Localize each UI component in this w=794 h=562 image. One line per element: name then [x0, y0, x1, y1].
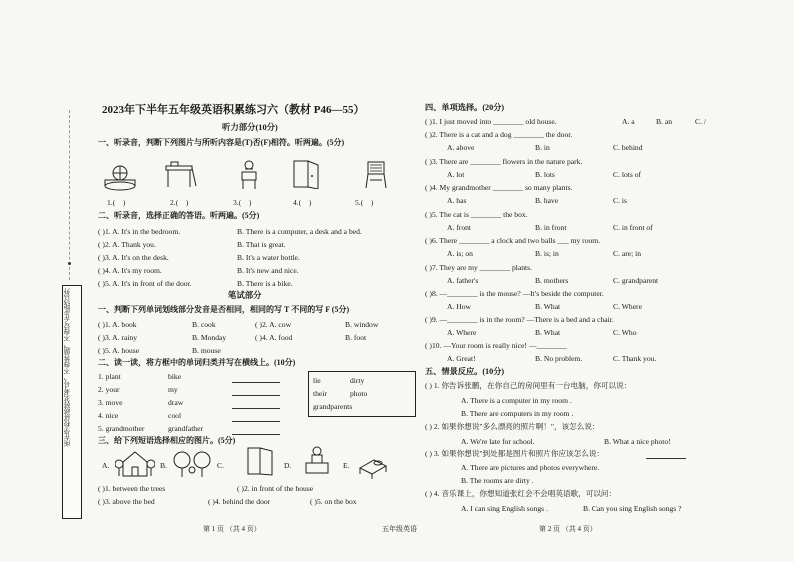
answer-blank[interactable]	[232, 382, 280, 383]
answer-blank[interactable]	[232, 434, 280, 435]
answer-blank[interactable]	[646, 458, 686, 459]
mc-7-b: B. mothers	[535, 276, 569, 285]
w1-row-4-b: B. foot	[345, 333, 367, 342]
footer-left-page: 第 1 页 （共 4 页）	[203, 525, 261, 533]
mc-9-b: B. What	[535, 328, 561, 337]
q2-row-1: ( )1. A. It's in the bedroom.	[98, 227, 181, 236]
q2-row-2: ( )2. A. Thank you.	[98, 240, 156, 249]
mc-8-c: C. Where	[613, 302, 642, 311]
writing-q2-title: 二、读一读，将方框中的单词归类并写在横线上。(10分)	[98, 358, 296, 367]
sit-3-a: A. There are pictures and photos everywhere.	[461, 463, 600, 472]
box-word: grandparents	[313, 402, 353, 411]
sit-3-b: B. The rooms are dirty .	[461, 476, 534, 485]
mc-2-c: C. behind	[613, 143, 643, 152]
q1-num-3: 3.( )	[233, 198, 252, 207]
listening-q2-title: 二、听录音，选择正确的答语。听两遍。(5分)	[98, 211, 260, 220]
w2-row-4: 4. nice	[98, 411, 119, 420]
mc-1-b: B. an	[656, 117, 673, 126]
w1-row-2: ( )2. A. cow	[255, 320, 292, 329]
binding-notice: 所在学校班级姓名考号，不得答题，不得写在此线以外	[65, 288, 72, 447]
w2-row-2: 2. your	[98, 385, 120, 394]
writing-q3-title: 三、给下列短语选择相应的图片。(5分)	[98, 436, 236, 445]
mc-7-a: A. father's	[447, 276, 479, 285]
q1-num-5: 5.( )	[355, 198, 374, 207]
door-open-picture	[244, 446, 278, 476]
w3-row-1: ( )1. between the trees	[98, 484, 166, 493]
mc-9-q: ( )9. —________ is in the room? —There is a bed and a chair.	[425, 315, 614, 324]
answer-blank[interactable]	[232, 421, 280, 422]
right-q5-title: 五、情景反应。(10分)	[425, 367, 505, 376]
mc-9-a: A. Where	[447, 328, 477, 337]
mc-3-b: B. lots	[535, 170, 555, 179]
w1-row-2-b: B. window	[345, 320, 379, 329]
pic-letter-b: B.	[160, 461, 167, 470]
mc-2-b: B. in	[535, 143, 550, 152]
footer-right-page: 第 2 页 （共 4 页）	[539, 525, 597, 533]
w1-row-4: ( )4. A. food	[255, 333, 293, 342]
mc-2-q: ( )2. There is a cat and a dog ________ the door.	[425, 130, 573, 139]
q1-num-1: 1.( )	[107, 198, 126, 207]
writing-header: 笔试部分	[228, 291, 262, 300]
listening-header: 听力部分(10分)	[222, 123, 278, 132]
q2-row-3-b: B. It's a water bottle.	[237, 253, 300, 262]
q2-row-4: ( )4. A. It's my room.	[98, 266, 162, 275]
mc-5-a: A. front	[447, 223, 472, 232]
mc-6-b: B. is; in	[535, 249, 559, 258]
answer-blank[interactable]	[232, 408, 280, 409]
answer-blank[interactable]	[232, 395, 280, 396]
w2-row-1: 1. plant	[98, 372, 121, 381]
w3-row-4: ( )4. behind the door	[208, 497, 271, 506]
box-word: lie	[313, 376, 321, 385]
mc-6-q: ( )6. There ________ a clock and two balls ___ my room.	[425, 236, 601, 245]
w1-row-1-b: B. cook	[192, 320, 216, 329]
w2-row-5: 5. grandmother	[98, 424, 145, 433]
w1-row-5: ( )5. A. house	[98, 346, 140, 355]
mc-3-q: ( )3. There are ________ flowers in the nature park.	[425, 157, 583, 166]
box-word: their	[313, 389, 327, 398]
box-word: dirty	[350, 376, 365, 385]
mc-4-b: B. have	[535, 196, 559, 205]
listening-q1-title: 一、听录音，判断下列图片与所听内容是(T)否(F)相符。听两遍。(5分)	[98, 138, 345, 147]
mc-4-c: C. is	[613, 196, 627, 205]
pic-letter-a: A.	[102, 461, 110, 470]
mc-8-b: B. What	[535, 302, 561, 311]
sit-2-b: B. What a nice photo!	[604, 437, 671, 446]
mc-7-q: ( )7. They are my ________ plants.	[425, 263, 532, 272]
q1-num-2: 2.( )	[170, 198, 189, 207]
binding-line	[69, 110, 70, 280]
bed-picture	[356, 450, 390, 480]
w3-row-5: ( )5. on the box	[310, 497, 357, 506]
mc-4-a: A. has	[447, 196, 467, 205]
chair-picture	[360, 160, 394, 190]
exam-title: 2023年下半年五年级英语积累练习六（教材 P46—55）	[102, 104, 365, 116]
mc-1-q: ( )1. I just moved into ________ old house.	[425, 117, 557, 126]
q1-num-4: 4.( )	[293, 198, 312, 207]
w1-row-3-b: B. Monday	[192, 333, 227, 342]
pic-letter-e: E.	[343, 461, 350, 470]
sit-4-b: B. Can you sing English songs ?	[583, 504, 682, 513]
mc-7-c: C. grandparent	[613, 276, 659, 285]
mc-1-c: C. /	[695, 117, 706, 126]
w1-row-5-b: B. mouse	[192, 346, 221, 355]
right-q4-title: 四、单项选择。(20分)	[425, 103, 505, 112]
w2-row-1-b: bike	[168, 372, 182, 381]
mc-1-a: A. a	[622, 117, 635, 126]
mc-8-q: ( )8. —________ is the mouse? —It's beside the computer.	[425, 289, 604, 298]
sit-1-q: ( ) 1. 你告诉张鹏，在你自己的房间里有一台电脑，你可以说：	[425, 381, 632, 390]
boy-box-picture	[300, 445, 334, 475]
q2-row-5: ( )5. A. It's in front of the door.	[98, 279, 192, 288]
house-trees-picture	[115, 448, 155, 478]
w1-row-1: ( )1. A. book	[98, 320, 137, 329]
sit-4-q: ( ) 4. 音乐课上，你想知道张红会不会唱英语歌，可以问：	[425, 489, 617, 498]
mc-10-q: ( )10. —Your room is really nice! —________	[425, 341, 567, 350]
box-word: photo	[350, 389, 368, 398]
mc-3-a: A. lot	[447, 170, 465, 179]
mc-5-q: ( )5. The cat is ________ the box.	[425, 210, 528, 219]
w2-row-5-b: grandfather	[168, 424, 203, 433]
w3-row-3: ( )3. above the bed	[98, 497, 155, 506]
mc-10-c: C. Thank you.	[613, 354, 657, 363]
basketball-table-picture	[103, 162, 137, 192]
w1-row-3: ( )3. A. rainy	[98, 333, 138, 342]
w2-row-3-b: draw	[168, 398, 184, 407]
mc-2-a: A. above	[447, 143, 475, 152]
sit-2-q: ( ) 2. 如果你想说"多么漂亮的照片啊！"，该怎么说：	[425, 422, 600, 431]
q2-row-1-b: B. There is a computer, a desk and a bed.	[237, 227, 362, 236]
footer-subject: 五年级英语	[382, 525, 417, 533]
mc-5-b: B. in front	[535, 223, 567, 232]
sit-1-a: A. There is a computer in my room .	[461, 396, 572, 405]
q2-row-2-b: B. That is great.	[237, 240, 286, 249]
chair-boy-picture	[232, 160, 266, 190]
sit-2-a: A. We're late for school.	[461, 437, 535, 446]
w2-row-3: 3. move	[98, 398, 123, 407]
w3-row-2: ( )2. in front of the house	[237, 484, 314, 493]
binding-dot	[68, 262, 71, 265]
mc-10-b: B. No problem.	[535, 354, 583, 363]
sit-3-q: ( ) 3. 如果你想说"到处都是图片和照片你应该怎么说：	[425, 449, 605, 458]
mc-6-a: A. is; on	[447, 249, 473, 258]
q2-row-4-b: B. It's new and nice.	[237, 266, 299, 275]
mc-9-c: C. Who	[613, 328, 637, 337]
q2-row-3: ( )3. A. It's on the desk.	[98, 253, 169, 262]
writing-q1-title: 一、判断下列单词划线部分发音是否相同，相同的写 T 不同的写 F (5分)	[98, 305, 350, 314]
trees-picture	[172, 448, 212, 478]
mc-3-c: C. lots of	[613, 170, 642, 179]
sit-4-a: A. I can sing English songs .	[461, 504, 548, 513]
mc-6-c: C. are; in	[613, 249, 642, 258]
mc-5-c: C. in front of	[613, 223, 653, 232]
mc-8-a: A. How	[447, 302, 472, 311]
door-picture	[290, 159, 324, 189]
mc-4-q: ( )4. My grandmother ________ so many plants.	[425, 183, 573, 192]
w2-row-4-b: cool	[168, 411, 182, 420]
pic-letter-d: D.	[284, 461, 292, 470]
sit-1-b: B. There are computers in my room .	[461, 409, 574, 418]
w2-row-2-b: my	[168, 385, 178, 394]
mc-10-a: A. Great!	[447, 354, 476, 363]
pic-letter-c: C.	[217, 461, 224, 470]
desk-picture	[163, 160, 197, 190]
q2-row-5-b: B. There is a bike.	[237, 279, 293, 288]
